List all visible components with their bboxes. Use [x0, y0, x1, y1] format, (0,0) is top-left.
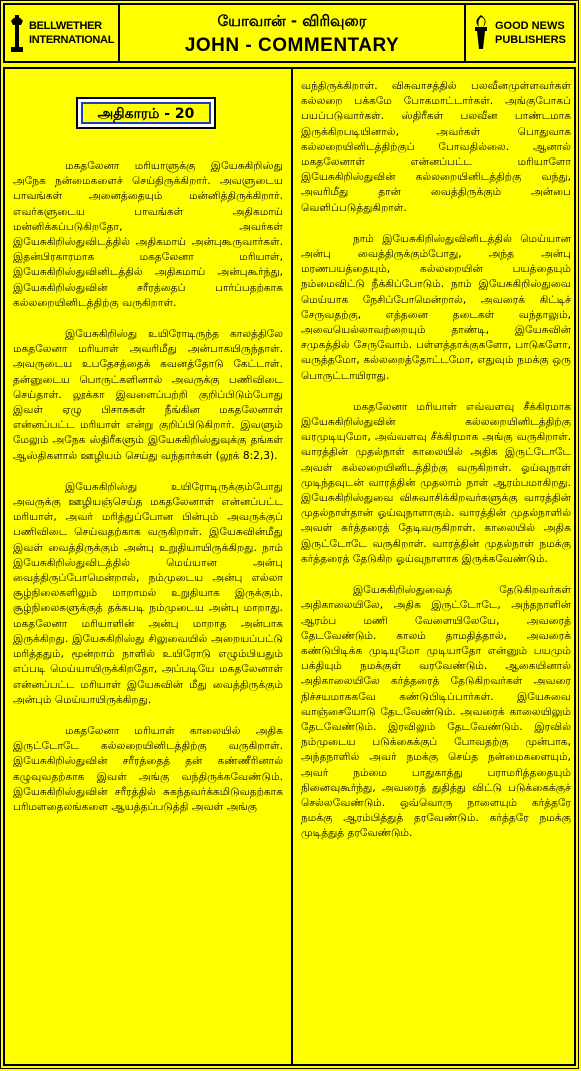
- commentary-body: [3, 67, 576, 1066]
- paragraph: இயேசுகிறிஸ்துவைத் தேடுகிறவர்கள் அதிகாலையிலே, அதிக இருட்டோடே, அந்தநாளின் ஆரம்ப மணி வேளையிலேயே, அவரைத் தேடவேண்டும். காலம் தாமதித்தால், அவரைக் கண்டுபிடிக்க முடியுமோ முடியாதோ என்னும் பயமும் பக்தியும் நமக்குள் வரவேண்டும். ஆகையினால் அதிகாலையிலே கர்த்தரைத் தேடுகிறவர்கள் அவரை நிச்சயமாககவே கண்டுபிடிப்பார்கள். இயேசுவை வாஞ்சையோடு தேடவேண்டும். அவரைக் காலையிலும் தேடவேண்டும். இரவிலும் தேடவேண்டும். இரவில் நம்முடைய படுக்கைக்குப் போவதற்கு முன்பாக, அந்தநாளில் அவர் நமக்கு செய்த நன்மைகளையும், அவர் நம்மை பாதுகாத்து பராமரித்ததையும் நினைவுகூர்ந்து, அவரைத் துதித்து விட்டு படுக்கைக்குச் செல்லவேண்டும். ஒவ்வொரு நாளையும் கர்த்தரே நமக்கு ஆரம்பித்துத் தரவேண்டும். கர்த்தரே நமக்கு முடித்துத் தரவேண்டும்.: [301, 584, 571, 840]
- paragraph: மகதலேனா மரியாள் காலையில் அதிக இருட்டோடே கல்லறையினிடத்திற்கு வருகிறாள். இயேசுகிறிஸ்துவின் சரீரத்தைத் தன் கண்ணீரினால் கழுவுவதற்காக இவள் அங்கு வந்திருக்கவேண்டும். இயேசுகிறிஸ்துவின் சரீரத்தில் சுகந்தவர்க்கமிடுவதற்காக பரிமளதைலங்களை ஆயத்தப்படுத்தி அவள் அங்கு: [13, 724, 283, 813]
- torch-icon: [471, 13, 491, 53]
- title-english: JOHN - COMMENTARY: [184, 35, 400, 56]
- paragraph: இயேசுகிறிஸ்து உயிரோடிருக்கும்போது அவருக்கு ஊழியஞ்செய்த மகதலேனாள் என்னப்பட்ட மரியாள், அவர் மரித்துப்போன பின்பும் அவருக்குப் பணிவிடை செய்வதற்காக வருகிறாள். இயேசுவின்மீது இவள் வைத்திருக்கும் அன்பு உறுதியாயிருக்கிறது. நாம் இயேசுகிறிஸ்துவிடத்தில் மெய்யான அன்பு வைத்திருப்போமென்றால், நம்முடைய அன்பு எல்லா சூழ்நிலைகளிலும் மாறாமல் உறுதியாக இருக்கும். சூழ்நிலைகளுக்குத் தக்கபடி நம்முடைய அன்பு மாறாது. மகதலேனா மரியாளின் அன்பு மாறாத அன்பாக இருக்கிறது. இயேசுகிறிஸ்து சிலுவையில் அறையப்பட்டு மரித்ததும், மூன்றாம் நாளில் உயிரோடு எழும்பியதும் எப்படி மெய்யாயிருக்கிறதோ, அப்படியே மகதலேனாள் என்னப்பட்ட மரியாள் இயேசுவின் மீது வைத்திருக்கும் அன்பும் மெய்யாயிருக்கிறது.: [13, 480, 283, 706]
- paragraph: வந்திருக்கிறாள். விசுவாசத்தில் பலவீனமுள்ளவர்கள் கல்லறை பக்கமே போகமாட்டார்கள். அங்குபோகப் பயப்படுவார்கள். ஸ்திரீகள் பலவீன பாண்டமாக இருக்கிறபடியினால், அவர்கள் பொதுவாக கல்லறையினிடத்திற்குப் போவதில்லை. ஆனால் மகதலேனாள் என்னப்பட்ட மரியாளோ இயேசுகிறிஸ்துவின் கல்லறையினிடத்திற்கு வந்து, அவரிமீது தான் வைத்திருக்கும் அன்பை வெளிப்படுத்துகிறாள்.: [301, 80, 571, 214]
- bellwether-logo-text: BELLWETHER INTERNATIONAL: [29, 20, 115, 46]
- lamp-icon: [9, 13, 25, 53]
- column-divider: [291, 69, 293, 1064]
- paragraph: மகதலேனா மரியாள் எவ்வளவு சீக்கிரமாக இயேசுகிறிஸ்துவின் கல்லறையினிடத்திற்கு வரமுடியுமோ, அவ்வளவு சீக்கிரமாக அங்கு வருகிறாள். வாரத்தின் முதல்நாள் காலையில் அதிக இருட்டோடே அவள் கல்லறையினிடத்திற்கு வருகிறாள். ஓய்வுநாள் முடிந்தவுடன் வாரத்தின் முதலாம் நாள் ஆரம்பமாகிறது. இயேசுகிறிஸ்துவை விசுவாசிக்கிறவர்களுக்கு வாரத்தின் முதல்நாள்தான் ஓய்வுநாளாகும். வாரத்தின் முதல்நாளில் அவள் கர்த்தரைத் தேடிவருகிறாள். காலையில் அதிக இருட்டோடே வருகிறாள். வாரத்தின் முதல்நாள் நமக்கு கர்த்தரைத் தேடுகிற ஓய்வுநாளாக இருக்கவேண்டும்.: [301, 400, 571, 565]
- title-tamil: யோவான் - விரிவுரை: [217, 12, 367, 30]
- chapter-box: [76, 97, 216, 129]
- left-column: [13, 159, 283, 831]
- right-column: [301, 79, 571, 858]
- paragraph: நாம் இயேசுகிறிஸ்துவினிடத்தில் மெய்யான அன்பு வைத்திருக்கும்போது, அந்த அன்பு மரணபயத்தையும், கல்லறையின் பயத்தையும் நம்மைவிட்டு நீக்கிப்போடும். நாம் இயேசுகிறிஸ்துவை மெய்யாக நேசிப்போமென்றால், அவரைக் கிட்டிச் சேருவதற்கு, எத்தனை தடைகள் வந்தாலும், அவையெல்லாவற்றையும் தாண்டி, இயேசுவின் சமுகத்தில் சேருவோம். பள்ளத்தாக்குகளோ, பாடுகளோ, வருத்தமோ, கல்லறைத்தோட்டமோ, எதுவும் நமக்கு ஒரு பொருட்டாயிராது.: [301, 232, 571, 382]
- header-title-area: [120, 5, 464, 61]
- paragraph: மகதலேனா மரியாளுக்கு இயேசுகிறிஸ்து அநேக நன்மைகளைச் செய்திருக்கிறார். அவளுடைய பாவங்கள் அனைத்தையும் மன்னித்திருக்கிறார். எவர்களுடைய பாவங்கள் அதிகமாய் மன்னிக்கப்படுகிறதோ, அவர்கள் இயேசுகிறிஸ்துவிடத்தில் அதிகமாய் அன்புகூருவார்கள். இதன்பிரகாரமாக மகதலேனா மரியாள், இயேசுகிறிஸ்துவினிடத்தில் அதிகமாய் அன்புகூர்ந்து, இயேசுகிறிஸ்துவின் சரீரத்தைப் பார்ப்பதற்காக கல்லறையினிடத்திற்கு வருகிறாள்.: [13, 160, 283, 309]
- header: [3, 3, 576, 63]
- good-news-logo-text: GOOD NEWS PUBLISHERS: [495, 20, 566, 46]
- chapter-label: அதிகாரம் - 20: [81, 102, 211, 124]
- header-divider: [464, 5, 466, 61]
- bellwether-logo: [9, 11, 113, 57]
- paragraph: இயேசுகிறிஸ்து உயிரோடிருந்த காலத்திலே மகதலேனா மரியாள் அவரிமீது அன்பாகயிருந்தாள். அவருடைய உபதேசத்தைக் கவனத்தோடு கேட்டாள். தன்னுடைய பொருட்களினால் அவருக்கு பணிவிடை செய்தாள். லூக்கா இவளைப்பற்றி குறிப்பிடும்போது இவள் ஏழு பிசாசுகள் நீங்கின மகதலேனாள் என்னப்பட்ட மரியாள் என்று குறிப்பிடுகிறார். இவளும் மேலும் அநேக ஸ்திரீகளும் இயேசுகிறிஸ்துவுக்கு தங்கள் ஆஸ்திகளால் ஊழியம் செய்து வந்தார்கள் (லூக் 8:2,3).: [13, 328, 283, 462]
- good-news-logo: [471, 11, 575, 57]
